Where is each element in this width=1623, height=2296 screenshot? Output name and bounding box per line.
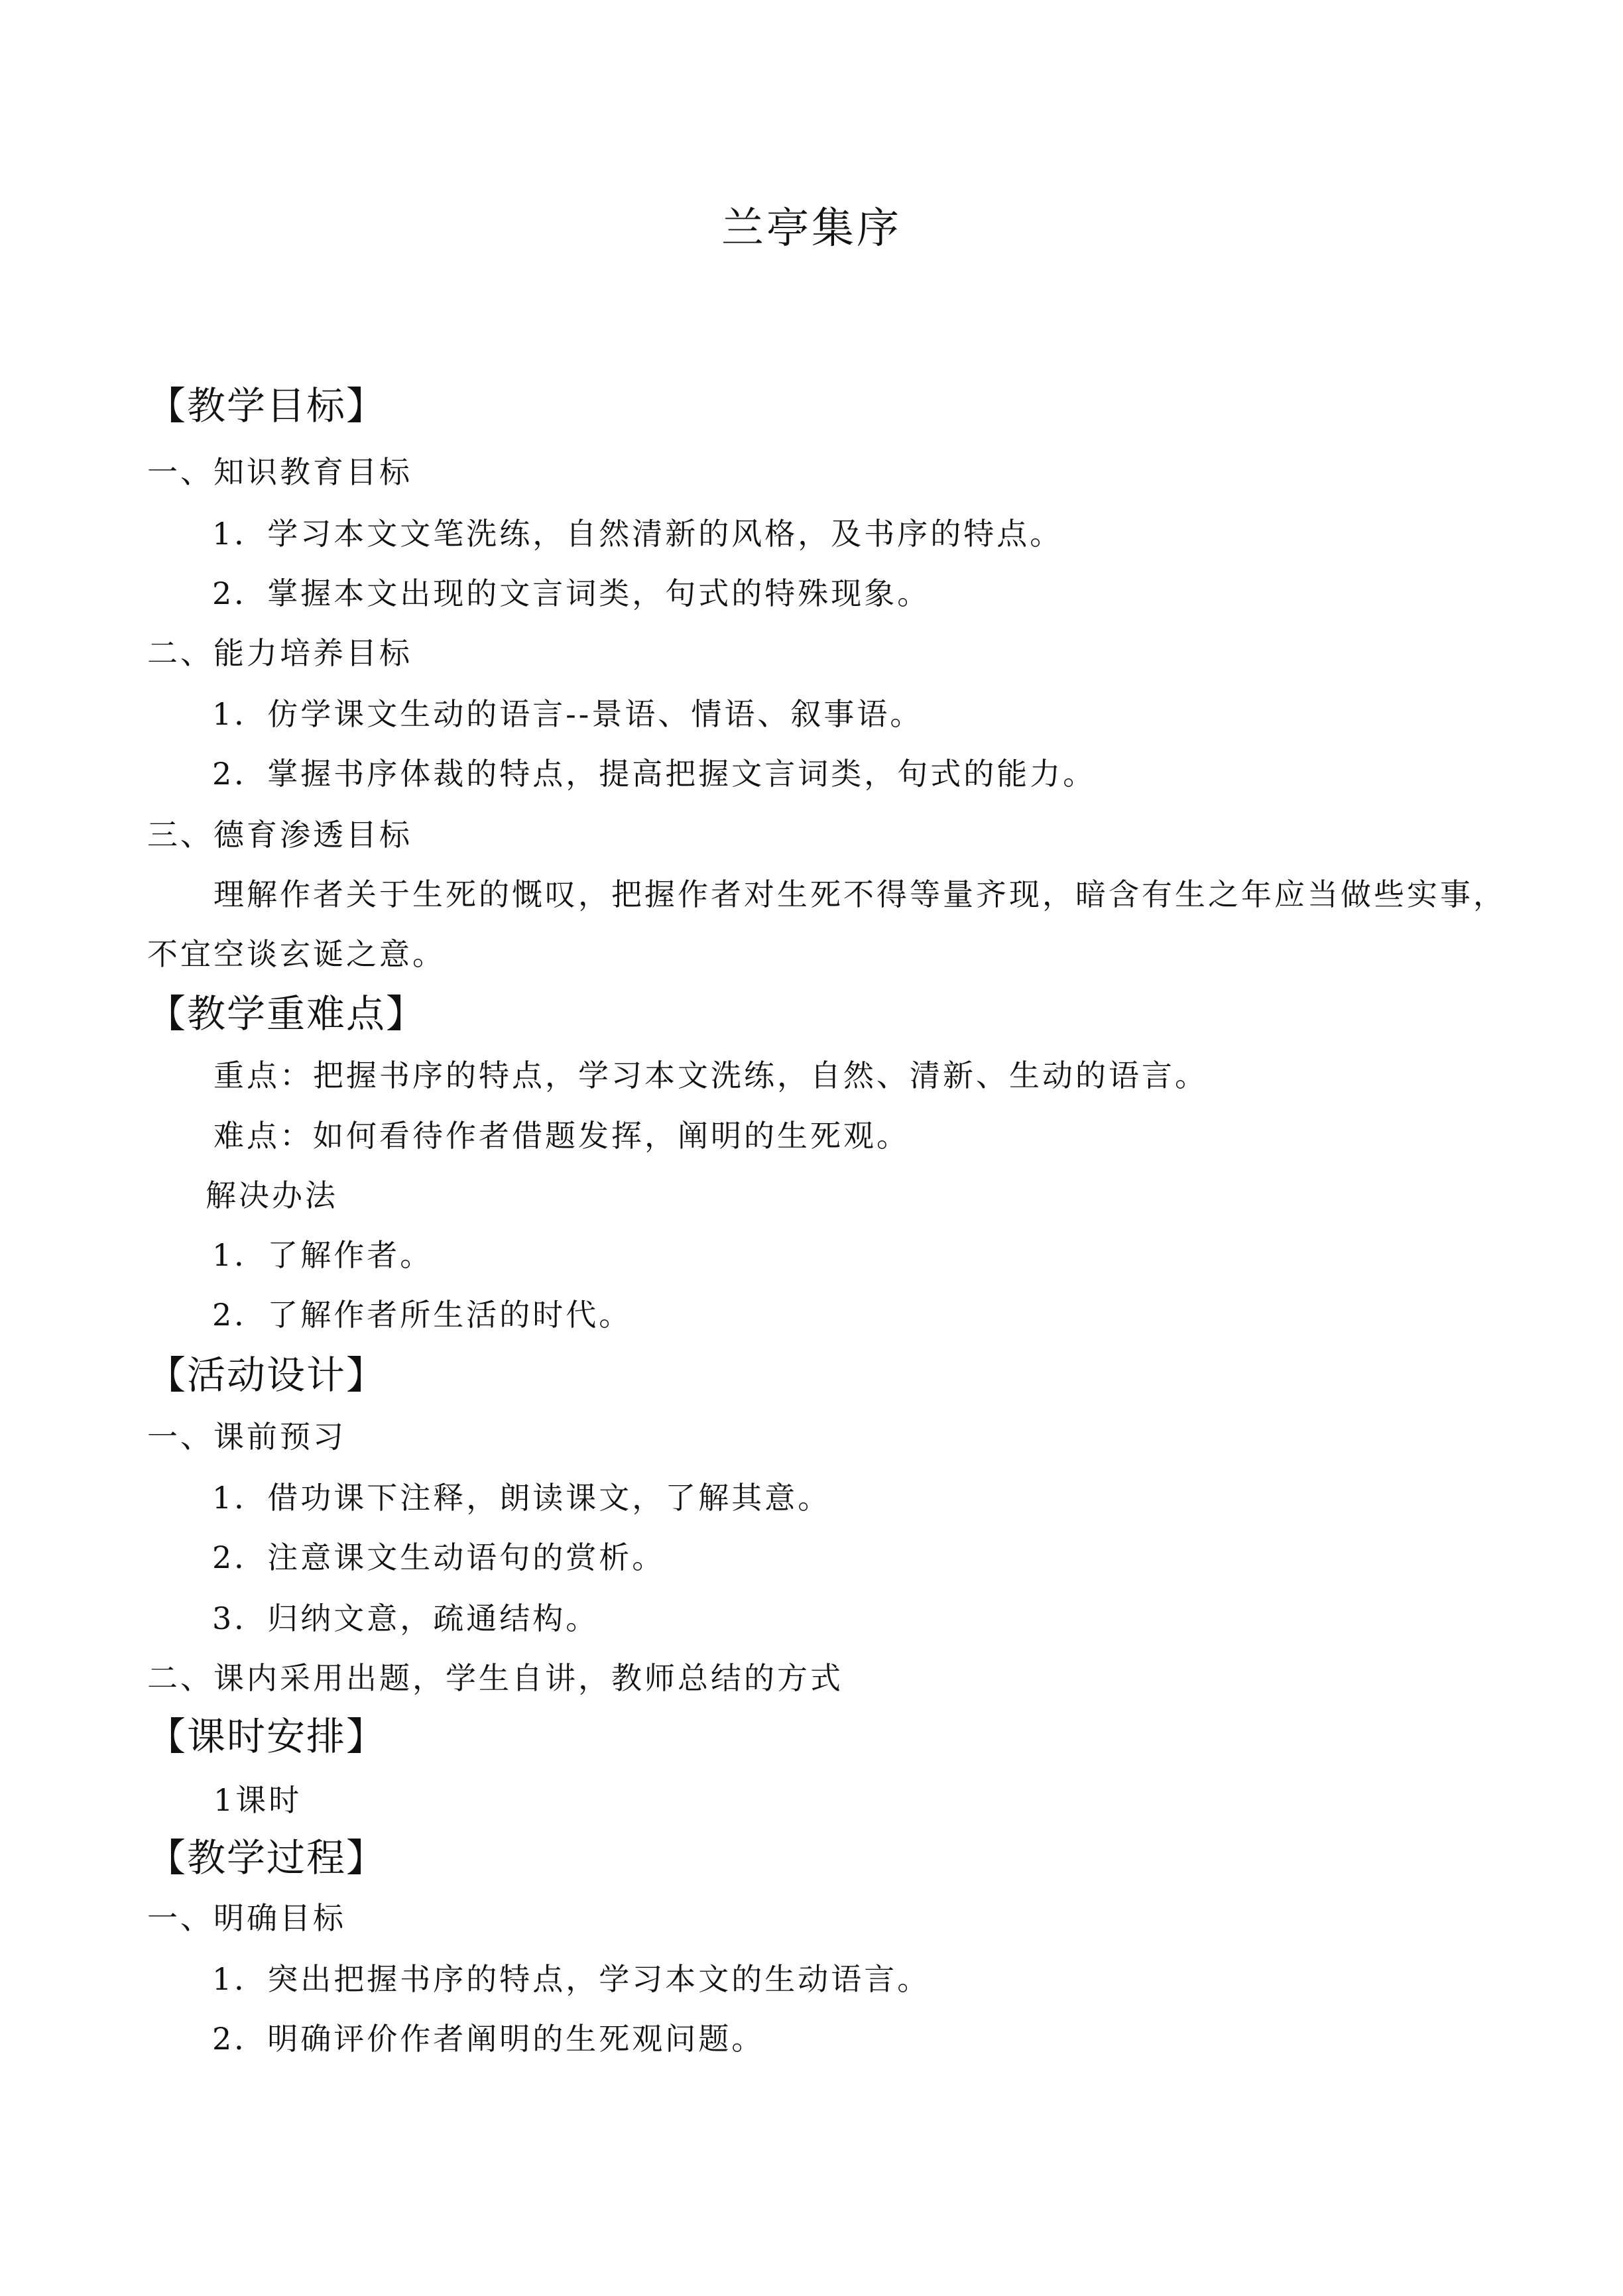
solution-title: 解决办法 [206, 1178, 338, 1213]
knowledge-objective-item: 2．掌握本文出现的文言词类，句式的特殊现象。 [212, 575, 931, 611]
heading-class-schedule: 【课时安排】 [147, 1714, 387, 1759]
goal-item: 2．明确评价作者阐明的生死观问题。 [212, 2021, 765, 2057]
ability-objective-item: 1．仿学课文生动的语言--景语、情语、叙事语。 [212, 696, 924, 732]
class-hours: 1课时 [213, 1782, 302, 1818]
preview-item: 1．借功课下注释，朗读课文，了解其意。 [212, 1480, 831, 1516]
goal-item: 1．突出把握书序的特点，学习本文的生动语言。 [212, 1961, 931, 1997]
ability-objective-item: 2．掌握书序体裁的特点，提高把握文言词类，句式的能力。 [212, 756, 1097, 792]
moral-objective-paragraph-line-2: 不宜空谈玄诞之意。 [147, 936, 446, 972]
ability-objectives-title: 二、能力培养目标 [147, 635, 412, 671]
solution-item: 2．了解作者所生活的时代。 [212, 1297, 632, 1333]
moral-objective-paragraph-line-1: 理解作者关于生死的慨叹，把握作者对生死不得等量齐现，暗含有生之年应当做些实事， [213, 876, 1506, 912]
key-point-text: 重点：把握书序的特点，学习本文洗练，自然、清新、生动的语言。 [213, 1057, 1208, 1093]
preview-item: 2．注意课文生动语句的赏析。 [212, 1540, 666, 1575]
heading-activity-design: 【活动设计】 [147, 1353, 387, 1398]
goals-title: 一、明确目标 [147, 1900, 346, 1936]
document-title: 兰亭集序 [721, 204, 902, 253]
moral-objectives-title: 三、德育渗透目标 [147, 817, 412, 853]
preview-title: 一、课前预习 [147, 1419, 346, 1455]
heading-teaching-process: 【教学过程】 [147, 1835, 387, 1880]
knowledge-objective-item: 1．学习本文文笔洗练，自然清新的风格，及书序的特点。 [212, 516, 1063, 552]
preview-item: 3．归纳文意，疏通结构。 [212, 1601, 599, 1636]
difficult-point-text: 难点：如何看待作者借题发挥，阐明的生死观。 [213, 1118, 910, 1154]
knowledge-objectives-title: 一、知识教育目标 [147, 454, 412, 490]
heading-key-difficult-points: 【教学重难点】 [147, 991, 426, 1036]
in-class-method: 二、课内采用出题，学生自讲，教师总结的方式 [147, 1660, 843, 1696]
heading-teaching-objectives: 【教学目标】 [147, 383, 387, 428]
solution-item: 1．了解作者。 [212, 1237, 434, 1273]
